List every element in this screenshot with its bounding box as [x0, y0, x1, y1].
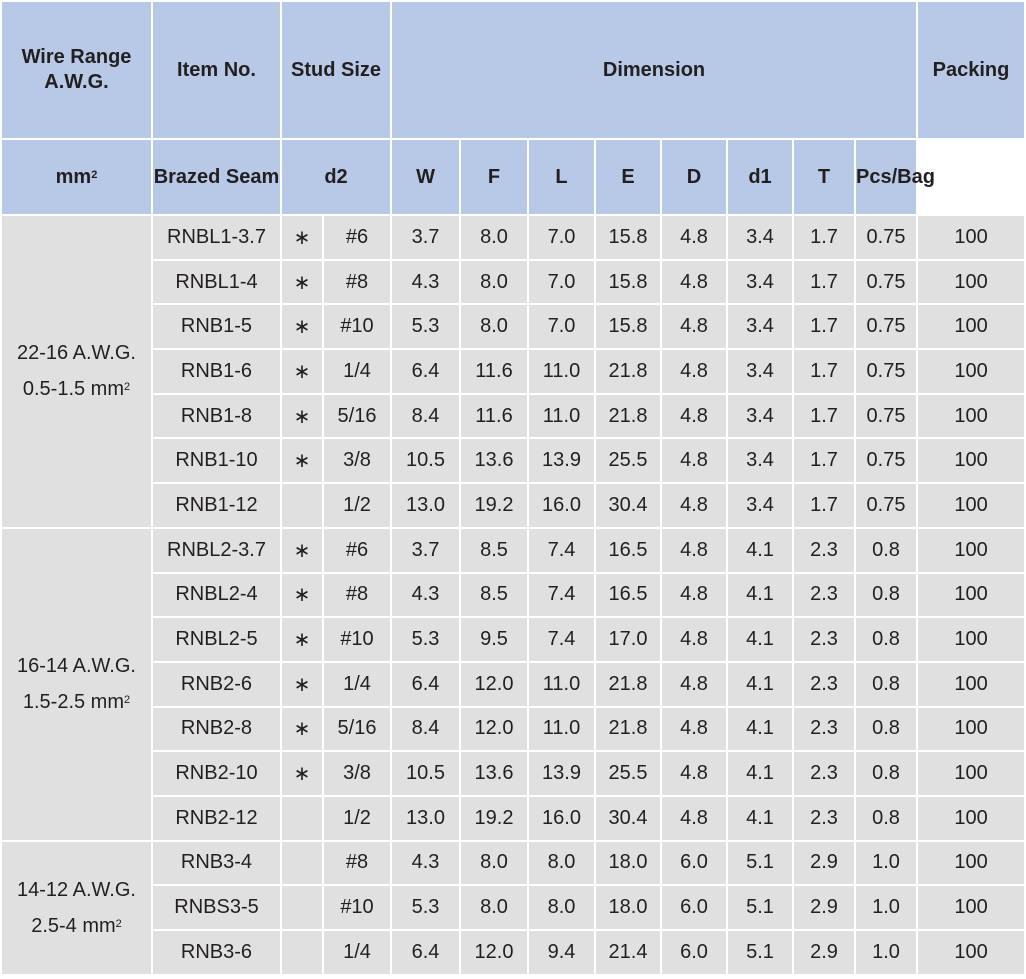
item-no-cell: RNB2-10: [152, 751, 281, 796]
cell-W: 12.0: [460, 707, 528, 752]
table-row: [1, 304, 1025, 349]
cell-pcs: 100: [917, 751, 1025, 796]
cell-pcs: 100: [917, 662, 1025, 707]
cell-pcs: 100: [917, 528, 1025, 573]
header-mm-sup: 2: [91, 168, 98, 181]
cell-stud: 1/4: [323, 662, 391, 707]
cell-W: 13.6: [460, 751, 528, 796]
cell-pcs: 100: [917, 438, 1025, 483]
table-row: [1, 260, 1025, 305]
cell-W: 19.2: [460, 796, 528, 841]
cell-stud: #6: [323, 215, 391, 260]
table-row: [1, 483, 1025, 528]
cell-stud: 5/16: [323, 707, 391, 752]
brazed-seam-mark: [281, 796, 323, 841]
cell-L: 21.8: [595, 662, 661, 707]
cell-d2: 6.4: [391, 349, 460, 394]
cell-F: 7.4: [528, 617, 595, 662]
cell-W: 11.6: [460, 394, 528, 439]
cell-W: 13.6: [460, 438, 528, 483]
cell-T: 0.8: [855, 662, 917, 707]
cell-E: 4.8: [661, 394, 727, 439]
item-no-cell: RNBL1-4: [152, 260, 281, 305]
header-D: D: [661, 139, 727, 215]
cell-d2: 4.3: [391, 260, 460, 305]
brazed-seam-mark: ∗: [281, 617, 323, 662]
cell-pcs: 100: [917, 930, 1025, 975]
cell-L: 25.5: [595, 438, 661, 483]
cell-stud: #8: [323, 841, 391, 886]
item-no-cell: RNB1-6: [152, 349, 281, 394]
item-no-cell: RNB1-8: [152, 394, 281, 439]
cell-pcs: 100: [917, 394, 1025, 439]
cell-stud: 1/4: [323, 930, 391, 975]
cell-E: 4.8: [661, 662, 727, 707]
cell-T: 1.0: [855, 885, 917, 930]
cell-D: 5.1: [727, 885, 793, 930]
cell-E: 4.8: [661, 304, 727, 349]
cell-L: 30.4: [595, 483, 661, 528]
table-row: [1, 349, 1025, 394]
header-item-no: Item No.: [152, 1, 281, 139]
cell-d1: 2.3: [793, 707, 855, 752]
cell-T: 0.8: [855, 617, 917, 662]
brazed-seam-mark: ∗: [281, 260, 323, 305]
table-row: [1, 394, 1025, 439]
cell-T: 0.75: [855, 304, 917, 349]
header-wire-range-line1: Wire Range: [21, 46, 132, 68]
cell-D: 4.1: [727, 528, 793, 573]
cell-d1: 1.7: [793, 483, 855, 528]
cell-d2: 3.7: [391, 215, 460, 260]
table-row: [1, 707, 1025, 752]
cell-E: 4.8: [661, 573, 727, 618]
cell-L: 16.5: [595, 528, 661, 573]
cell-L: 17.0: [595, 617, 661, 662]
cell-D: 5.1: [727, 841, 793, 886]
cell-pcs: 100: [917, 707, 1025, 752]
cell-d1: 2.3: [793, 617, 855, 662]
cell-d1: 2.3: [793, 796, 855, 841]
header-brazed-seam: Brazed Seam: [152, 139, 281, 215]
wire-range-cell: [1, 528, 152, 841]
brazed-seam-mark: ∗: [281, 438, 323, 483]
cell-L: 30.4: [595, 796, 661, 841]
item-no-cell: RNBL2-4: [152, 573, 281, 618]
cell-d2: 4.3: [391, 573, 460, 618]
header-L: L: [528, 139, 595, 215]
cell-F: 11.0: [528, 349, 595, 394]
cell-D: 3.4: [727, 304, 793, 349]
table-body: [1, 215, 1025, 975]
item-no-cell: RNB3-6: [152, 930, 281, 975]
cell-W: 11.6: [460, 349, 528, 394]
cell-F: 8.0: [528, 841, 595, 886]
brazed-seam-mark: ∗: [281, 662, 323, 707]
header-mm-label: mm: [55, 165, 92, 188]
cell-F: 7.0: [528, 304, 595, 349]
cell-T: 1.0: [855, 930, 917, 975]
cell-L: 15.8: [595, 260, 661, 305]
header-dimension: Dimension: [391, 1, 917, 139]
cell-D: 3.4: [727, 438, 793, 483]
cell-stud: 1/4: [323, 349, 391, 394]
cell-pcs: 100: [917, 885, 1025, 930]
table-row: [1, 885, 1025, 930]
brazed-seam-mark: ∗: [281, 215, 323, 260]
cell-pcs: 100: [917, 841, 1025, 886]
cell-pcs: 100: [917, 483, 1025, 528]
item-no-cell: RNB2-6: [152, 662, 281, 707]
cell-stud: #8: [323, 260, 391, 305]
cell-E: 4.8: [661, 483, 727, 528]
cell-F: 7.0: [528, 260, 595, 305]
cell-T: 0.8: [855, 573, 917, 618]
cell-F: 13.9: [528, 751, 595, 796]
cell-d2: 5.3: [391, 304, 460, 349]
cell-D: 4.1: [727, 662, 793, 707]
cell-stud: 3/8: [323, 438, 391, 483]
header-mm2: [1, 139, 152, 215]
cell-stud: #6: [323, 528, 391, 573]
cell-L: 15.8: [595, 215, 661, 260]
cell-F: 11.0: [528, 394, 595, 439]
cell-stud: 5/16: [323, 394, 391, 439]
wire-range-mm: 2.5-4 mm: [31, 914, 116, 937]
cell-stud: 1/2: [323, 483, 391, 528]
cell-d2: 8.4: [391, 707, 460, 752]
cell-F: 11.0: [528, 662, 595, 707]
item-no-cell: RNB2-8: [152, 707, 281, 752]
header-wire-range-line2: A.W.G.: [44, 71, 109, 93]
cell-W: 8.0: [460, 841, 528, 886]
wire-range-mm-sup: 2: [124, 381, 131, 394]
brazed-seam-mark: [281, 930, 323, 975]
header-E: E: [595, 139, 661, 215]
cell-d2: 13.0: [391, 796, 460, 841]
wire-range-cell: [1, 841, 152, 975]
cell-d2: 3.7: [391, 528, 460, 573]
cell-D: 3.4: [727, 215, 793, 260]
cell-D: 3.4: [727, 483, 793, 528]
cell-d1: 2.3: [793, 751, 855, 796]
cell-d1: 1.7: [793, 260, 855, 305]
cell-d1: 2.9: [793, 885, 855, 930]
cell-stud: #8: [323, 573, 391, 618]
table-row: [1, 573, 1025, 618]
cell-F: 16.0: [528, 796, 595, 841]
wire-range-mm-sup: 2: [124, 694, 131, 707]
cell-F: 9.4: [528, 930, 595, 975]
cell-d1: 1.7: [793, 394, 855, 439]
cell-W: 19.2: [460, 483, 528, 528]
table-row: [1, 751, 1025, 796]
table-row: [1, 796, 1025, 841]
table-row: [1, 215, 1025, 260]
cell-stud: 3/8: [323, 751, 391, 796]
cell-D: 3.4: [727, 349, 793, 394]
table-row: [1, 438, 1025, 483]
cell-L: 21.8: [595, 394, 661, 439]
wire-range-cell: [1, 215, 152, 528]
header-row-sub: [1, 139, 1025, 215]
cell-d2: 6.4: [391, 930, 460, 975]
brazed-seam-mark: ∗: [281, 304, 323, 349]
cell-T: 0.75: [855, 483, 917, 528]
cell-pcs: 100: [917, 617, 1025, 662]
cell-W: 8.5: [460, 573, 528, 618]
cell-d1: 2.3: [793, 662, 855, 707]
cell-d2: 4.3: [391, 841, 460, 886]
cell-stud: 1/2: [323, 796, 391, 841]
item-no-cell: RNB1-12: [152, 483, 281, 528]
cell-E: 6.0: [661, 885, 727, 930]
brazed-seam-mark: ∗: [281, 394, 323, 439]
cell-d2: 5.3: [391, 617, 460, 662]
item-no-cell: RNB2-12: [152, 796, 281, 841]
cell-D: 5.1: [727, 930, 793, 975]
cell-E: 4.8: [661, 349, 727, 394]
cell-T: 0.75: [855, 349, 917, 394]
cell-W: 8.0: [460, 260, 528, 305]
header-d1: d1: [727, 139, 793, 215]
cell-D: 3.4: [727, 394, 793, 439]
item-no-cell: RNBS3-5: [152, 885, 281, 930]
cell-E: 4.8: [661, 438, 727, 483]
cell-d2: 10.5: [391, 751, 460, 796]
header-wire-range: [1, 1, 152, 139]
cell-W: 12.0: [460, 930, 528, 975]
cell-E: 6.0: [661, 930, 727, 975]
cell-d2: 6.4: [391, 662, 460, 707]
item-no-cell: RNB1-10: [152, 438, 281, 483]
cell-L: 16.5: [595, 573, 661, 618]
cell-T: 0.8: [855, 751, 917, 796]
brazed-seam-mark: ∗: [281, 751, 323, 796]
cell-L: 18.0: [595, 885, 661, 930]
brazed-seam-mark: ∗: [281, 573, 323, 618]
cell-d1: 2.3: [793, 528, 855, 573]
wire-range-mm: 0.5-1.5 mm: [22, 378, 125, 401]
cell-L: 21.8: [595, 349, 661, 394]
cell-D: 4.1: [727, 707, 793, 752]
cell-d2: 10.5: [391, 438, 460, 483]
wire-range-awg: 16-14 A.W.G.: [17, 655, 136, 678]
cell-F: 13.9: [528, 438, 595, 483]
brazed-seam-mark: [281, 841, 323, 886]
cell-F: 16.0: [528, 483, 595, 528]
cell-L: 15.8: [595, 304, 661, 349]
item-no-cell: RNBL2-5: [152, 617, 281, 662]
header-pcs-bag: Pcs/Bag: [855, 139, 917, 215]
cell-pcs: 100: [917, 573, 1025, 618]
cell-E: 4.8: [661, 617, 727, 662]
table-row: [1, 930, 1025, 975]
header-F: F: [460, 139, 528, 215]
cell-T: 0.8: [855, 707, 917, 752]
cell-D: 4.1: [727, 751, 793, 796]
brazed-seam-mark: ∗: [281, 349, 323, 394]
cell-E: 4.8: [661, 751, 727, 796]
cell-D: 4.1: [727, 796, 793, 841]
cell-E: 6.0: [661, 841, 727, 886]
cell-T: 0.8: [855, 528, 917, 573]
cell-F: 11.0: [528, 707, 595, 752]
cell-W: 12.0: [460, 662, 528, 707]
table-row: [1, 662, 1025, 707]
item-no-cell: RNB3-4: [152, 841, 281, 886]
header-T: T: [793, 139, 855, 215]
cell-T: 0.75: [855, 394, 917, 439]
table-row: [1, 528, 1025, 573]
cell-F: 7.4: [528, 528, 595, 573]
brazed-seam-mark: [281, 483, 323, 528]
cell-d1: 2.9: [793, 841, 855, 886]
cell-pcs: 100: [917, 260, 1025, 305]
cell-T: 0.75: [855, 438, 917, 483]
cell-W: 9.5: [460, 617, 528, 662]
cell-F: 8.0: [528, 885, 595, 930]
cell-D: 4.1: [727, 573, 793, 618]
header-d2: d2: [281, 139, 391, 215]
brazed-seam-mark: ∗: [281, 707, 323, 752]
cell-W: 8.5: [460, 528, 528, 573]
cell-T: 0.75: [855, 215, 917, 260]
cell-E: 4.8: [661, 707, 727, 752]
cell-stud: #10: [323, 885, 391, 930]
wire-range-awg: 22-16 A.W.G.: [17, 342, 136, 365]
cell-d1: 2.3: [793, 573, 855, 618]
wire-range-mm: 1.5-2.5 mm: [22, 691, 125, 714]
cell-d2: 5.3: [391, 885, 460, 930]
cell-d1: 1.7: [793, 349, 855, 394]
cell-pcs: 100: [917, 349, 1025, 394]
header-row-main: [1, 1, 1025, 139]
cell-E: 4.8: [661, 215, 727, 260]
cell-L: 21.8: [595, 707, 661, 752]
cell-L: 25.5: [595, 751, 661, 796]
cell-T: 0.75: [855, 260, 917, 305]
cell-pcs: 100: [917, 215, 1025, 260]
cell-T: 1.0: [855, 841, 917, 886]
cell-F: 7.0: [528, 215, 595, 260]
cell-E: 4.8: [661, 260, 727, 305]
cell-pcs: 100: [917, 304, 1025, 349]
cell-L: 18.0: [595, 841, 661, 886]
table-row: [1, 617, 1025, 662]
table-row: [1, 841, 1025, 886]
cell-D: 3.4: [727, 260, 793, 305]
cell-D: 4.1: [727, 617, 793, 662]
cell-d1: 1.7: [793, 215, 855, 260]
cell-E: 4.8: [661, 528, 727, 573]
header-stud-size: Stud Size: [281, 1, 391, 139]
cell-stud: #10: [323, 617, 391, 662]
cell-F: 7.4: [528, 573, 595, 618]
item-no-cell: RNBL2-3.7: [152, 528, 281, 573]
cell-stud: #10: [323, 304, 391, 349]
cell-pcs: 100: [917, 796, 1025, 841]
header-packing: Packing: [917, 1, 1025, 139]
cell-d2: 8.4: [391, 394, 460, 439]
cell-d1: 1.7: [793, 438, 855, 483]
cell-W: 8.0: [460, 304, 528, 349]
wire-range-awg: 14-12 A.W.G.: [17, 878, 136, 901]
cell-T: 0.8: [855, 796, 917, 841]
item-no-cell: RNBL1-3.7: [152, 215, 281, 260]
cell-d1: 2.9: [793, 930, 855, 975]
cell-W: 8.0: [460, 215, 528, 260]
cell-d2: 13.0: [391, 483, 460, 528]
header-W: W: [391, 139, 460, 215]
cell-E: 4.8: [661, 796, 727, 841]
cell-d1: 1.7: [793, 304, 855, 349]
item-no-cell: RNB1-5: [152, 304, 281, 349]
brazed-seam-mark: ∗: [281, 528, 323, 573]
wire-range-mm-sup: 2: [115, 917, 122, 930]
cell-L: 21.4: [595, 930, 661, 975]
cell-W: 8.0: [460, 885, 528, 930]
brazed-seam-mark: [281, 885, 323, 930]
